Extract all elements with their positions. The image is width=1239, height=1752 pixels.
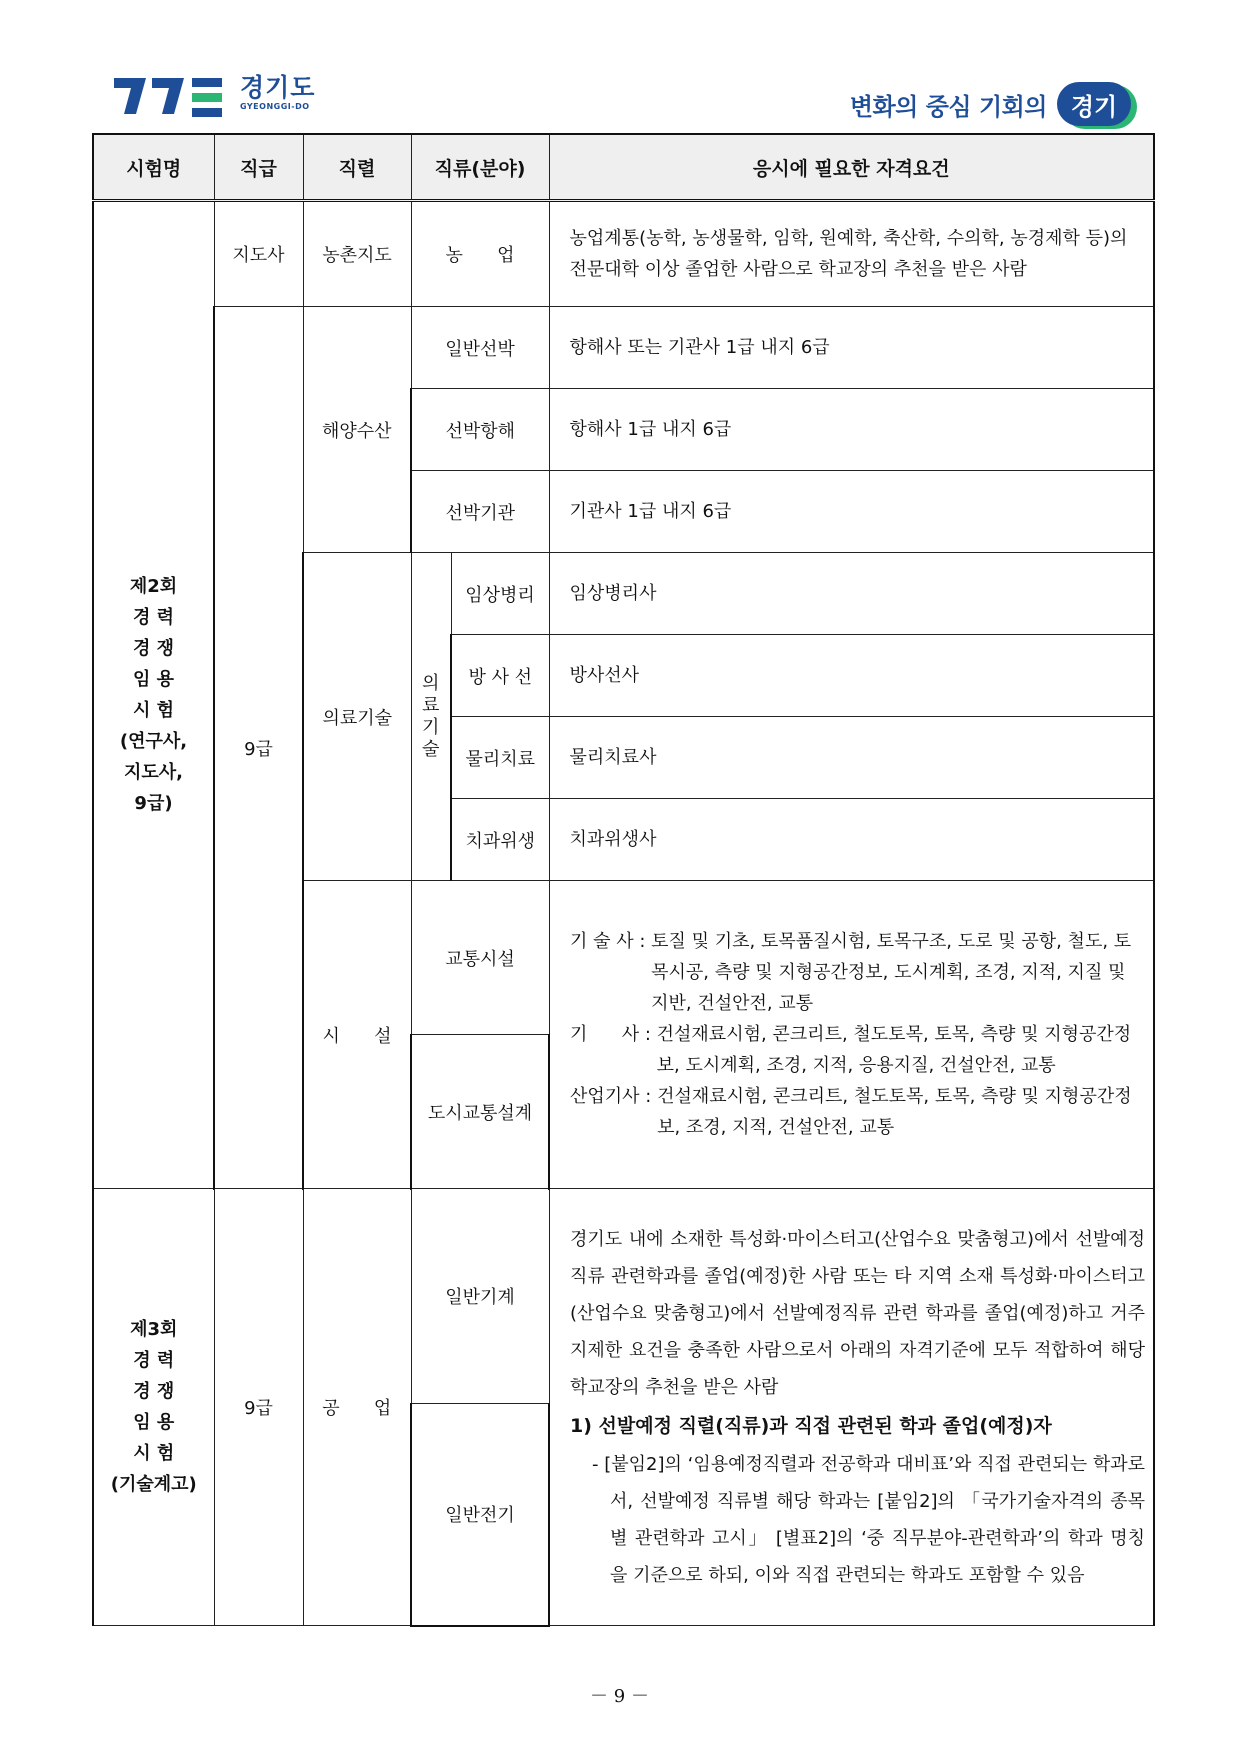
page-number: － 9 －: [590, 1686, 649, 1707]
category-cell: 선박항해: [411, 389, 549, 471]
series-cell: 농촌지도: [303, 201, 411, 307]
grade-cell: 9급: [214, 307, 303, 1189]
gyeonggi-symbol-icon: [112, 74, 237, 120]
qualification-table: [92, 133, 1155, 1627]
requirement-item: 기 사 : 건설재료시험, 콘크리트, 철도토목, 토목, 측량 및 지형공간정보, 도시계획, 조경, 지적, 응용지질, 건설안전, 교통: [570, 1024, 1132, 1076]
table-row: [93, 1189, 1154, 1404]
requirement-item: 기 술 사 : 토질 및 기초, 토목품질시험, 토목구조, 도로 및 공항, 철도, 토목시공, 측량 및 지형공간정보, 도시계획, 조경, 지적, 지질 및 지반, 건설안전, 교통: [570, 931, 1132, 1014]
series-cell: 공 업: [303, 1189, 411, 1626]
requirement-cell: 기관사 1급 내지 6급: [549, 471, 1154, 553]
org-name-ko: 경기도: [240, 73, 316, 102]
slogan-text: 변화의 중심 기회의: [849, 92, 1047, 121]
category-cell: 일반기계: [411, 1189, 549, 1404]
table-header-row: [93, 134, 1154, 201]
requirement-detail: - [붙임2]의 ‘임용예정직렬과 전공학과 대비표’와 직접 관련되는 학과로서, 선발예정 직류별 해당 학과는 [붙임2]의 「국가기술자격의 종목별 관련학과 고시」 [별표2]의 ‘중 직무분야-관련학과’의 학과 명칭을 기준으로 하되, 이와 직접 관련되는 학과도 포함할 수 있음: [592, 1453, 1146, 1586]
series-cell: 시 설: [303, 881, 411, 1189]
col-grade: 직급: [214, 134, 303, 201]
col-category: 직류(분야): [411, 134, 549, 201]
category-cell: 농 업: [411, 201, 549, 307]
requirement-cell: 치과위생사: [549, 799, 1154, 881]
category-cell: 방 사 선: [451, 635, 549, 717]
category-cell: 도시교통설계: [411, 1035, 549, 1189]
requirement-item: 산업기사 : 건설재료시험, 콘크리트, 철도토목, 토목, 측량 및 지형공간정보, 조경, 지적, 건설안전, 교통: [570, 1086, 1132, 1138]
grade-cell: 9급: [214, 1189, 303, 1626]
category-cell: 선박기관: [411, 471, 549, 553]
exam-3-name: 제3회 경 력 경 쟁 임 용 시 험 (기술계고): [93, 1189, 214, 1626]
org-name-en: GYEONGGI-DO: [240, 102, 310, 111]
category-cell: 물리치료: [451, 717, 549, 799]
table-row: [93, 201, 1154, 307]
requirement-paragraph: 경기도 내에 소재한 특성화·마이스터고(산업수요 맞춤형고)에서 선발예정직류 관련학과를 졸업(예정)한 사람 또는 타 지역 소재 특성화·마이스터고(산업수요 맞춤형고)에서 선발예정직류 관련 학과를 졸업(예정)하고 거주지제한 요건을 충족한 사람으로서 아래의 자격기준에 모두 적합하여 해당 학교장의 추천을 받은 사람: [570, 1228, 1146, 1398]
table-row: [93, 307, 1154, 389]
col-requirements: 응시에 필요한 자격요건: [549, 134, 1154, 201]
requirement-cell: [549, 881, 1154, 1189]
slogan: [850, 82, 1131, 126]
col-exam: 시험명: [93, 134, 214, 201]
category-cell: 치과위생: [451, 799, 549, 881]
requirement-cell: 방사선사: [549, 635, 1154, 717]
requirement-cell: 농업계통(농학, 농생물학, 임학, 원예학, 축산학, 수의학, 농경제학 등)의 전문대학 이상 졸업한 사람으로 학교장의 추천을 받은 사람: [549, 201, 1154, 307]
category-cell: 일반전기: [411, 1404, 549, 1626]
col-series: 직렬: [303, 134, 411, 201]
medical-group-cell: 의 료 기 술: [411, 553, 451, 881]
series-cell: 해양수산: [303, 307, 411, 553]
category-cell: 교통시설: [411, 881, 549, 1035]
slogan-badge: 경기: [1057, 82, 1131, 126]
category-cell: 임상병리: [451, 553, 549, 635]
requirement-cell: 항해사 또는 기관사 1급 내지 6급: [549, 307, 1154, 389]
requirement-cell: 물리치료사: [549, 717, 1154, 799]
requirement-subtitle: 1) 선발예정 직렬(직류)과 직접 관련된 학과 졸업(예정)자: [570, 1414, 1052, 1437]
grade-cell: 지도사: [214, 201, 303, 307]
series-cell: 의료기술: [303, 553, 411, 881]
brand-text: [240, 74, 315, 112]
requirement-cell: 임상병리사: [549, 553, 1154, 635]
requirement-cell: 항해사 1급 내지 6급: [549, 389, 1154, 471]
exam-2-name: 제2회 경 력 경 쟁 임 용 시 험 (연구사, 지도사, 9급): [93, 201, 214, 1189]
category-cell: 일반선박: [411, 307, 549, 389]
requirement-cell: [549, 1189, 1154, 1626]
